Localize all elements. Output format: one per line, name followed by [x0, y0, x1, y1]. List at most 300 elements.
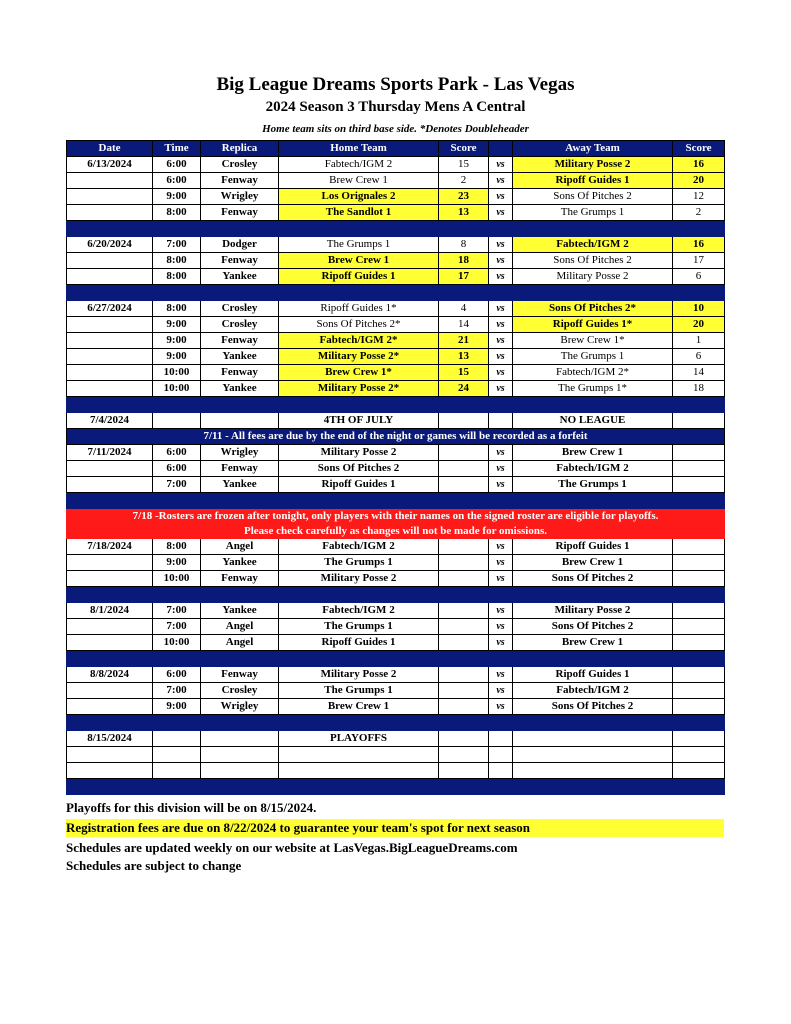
game-time: 8:00	[153, 205, 201, 221]
home-team: Military Posse 2	[279, 667, 439, 683]
game-row	[67, 253, 725, 269]
page-title: Big League Dreams Sports Park - Las Vegas	[216, 74, 575, 95]
vs-label: vs	[489, 333, 513, 349]
game-time: 6:00	[153, 667, 201, 683]
forfeit-notice-row	[67, 429, 725, 445]
away-team: Brew Crew 1	[513, 445, 673, 461]
away-team: Sons Of Pitches 2*	[513, 301, 673, 317]
away-team: Fabtech/IGM 2*	[513, 365, 673, 381]
game-field: Fenway	[201, 365, 279, 381]
home-score	[439, 539, 489, 555]
home-team: Fabtech/IGM 2	[279, 539, 439, 555]
away-score: 14	[673, 365, 725, 381]
away-team: The Grumps 1*	[513, 381, 673, 397]
game-time: 9:00	[153, 317, 201, 333]
game-time	[153, 413, 201, 429]
game-field: Fenway	[201, 571, 279, 587]
home-score	[439, 555, 489, 571]
away-score: 18	[673, 381, 725, 397]
vs-label: vs	[489, 635, 513, 651]
game-row	[67, 667, 725, 683]
separator-row	[67, 285, 725, 301]
away-score	[673, 539, 725, 555]
playoffs-row	[67, 731, 725, 747]
vs-label: vs	[489, 381, 513, 397]
separator-row	[67, 221, 725, 237]
game-row	[67, 445, 725, 461]
game-row	[67, 237, 725, 253]
game-time: 10:00	[153, 635, 201, 651]
away-score: 20	[673, 317, 725, 333]
separator-cell	[67, 587, 725, 603]
vs-label: vs	[489, 253, 513, 269]
game-time: 7:00	[153, 619, 201, 635]
vs-label: vs	[489, 477, 513, 493]
blank-cell	[489, 763, 513, 779]
home-team: Military Posse 2*	[279, 381, 439, 397]
away-team: Sons Of Pitches 2	[513, 571, 673, 587]
home-team: Military Posse 2*	[279, 349, 439, 365]
home-team: Military Posse 2	[279, 571, 439, 587]
game-row	[67, 381, 725, 397]
home-team: Ripoff Guides 1*	[279, 301, 439, 317]
away-team: Military Posse 2	[513, 269, 673, 285]
blank-cell	[67, 763, 153, 779]
home-team: Ripoff Guides 1	[279, 635, 439, 651]
game-field: Crosley	[201, 683, 279, 699]
away-team: Ripoff Guides 1	[513, 173, 673, 189]
game-time: 8:00	[153, 539, 201, 555]
game-row	[67, 699, 725, 715]
game-date	[67, 173, 153, 189]
game-row	[67, 461, 725, 477]
game-field: Angel	[201, 635, 279, 651]
home-score	[439, 603, 489, 619]
separator-row	[67, 397, 725, 413]
home-score	[439, 699, 489, 715]
away-team: NO LEAGUE	[513, 413, 673, 429]
footer-playoffs: Playoffs for this division will be on 8/15/2024.	[66, 800, 317, 815]
separator-row	[67, 779, 725, 795]
home-team: Military Posse 2	[279, 445, 439, 461]
game-field: Yankee	[201, 269, 279, 285]
home-team: 4TH OF JULY	[279, 413, 439, 429]
home-score	[439, 477, 489, 493]
col-vs	[489, 141, 513, 157]
roster-notice-line2: Please check carefully as changes will not be made for omissions.	[67, 524, 725, 539]
vs-label: vs	[489, 445, 513, 461]
game-row	[67, 269, 725, 285]
game-time: 6:00	[153, 157, 201, 173]
game-time: 7:00	[153, 477, 201, 493]
away-team: Brew Crew 1	[513, 555, 673, 571]
home-score: 15	[439, 365, 489, 381]
game-time: 10:00	[153, 381, 201, 397]
game-time: 8:00	[153, 253, 201, 269]
vs-label	[489, 731, 513, 747]
home-team: Brew Crew 1*	[279, 365, 439, 381]
game-field: Yankee	[201, 381, 279, 397]
game-row	[67, 189, 725, 205]
vs-label: vs	[489, 603, 513, 619]
game-time: 6:00	[153, 461, 201, 477]
game-row	[67, 301, 725, 317]
game-field: Wrigley	[201, 445, 279, 461]
game-date	[67, 477, 153, 493]
home-score	[439, 461, 489, 477]
away-score: 1	[673, 333, 725, 349]
away-team	[513, 731, 673, 747]
away-team: Military Posse 2	[513, 157, 673, 173]
away-score	[673, 619, 725, 635]
away-score: 16	[673, 237, 725, 253]
footer-website: Schedules are updated weekly on our website at LasVegas.BigLeagueDreams.com	[66, 840, 518, 855]
vs-label: vs	[489, 667, 513, 683]
away-score: 16	[673, 157, 725, 173]
away-score: 17	[673, 253, 725, 269]
vs-label: vs	[489, 157, 513, 173]
game-date: 8/1/2024	[67, 603, 153, 619]
game-time: 10:00	[153, 571, 201, 587]
blank-cell	[673, 763, 725, 779]
game-time: 9:00	[153, 699, 201, 715]
home-team: The Grumps 1	[279, 619, 439, 635]
home-score	[439, 731, 489, 747]
vs-label: vs	[489, 301, 513, 317]
away-team: Brew Crew 1*	[513, 333, 673, 349]
vs-label: vs	[489, 461, 513, 477]
home-team: Sons Of Pitches 2*	[279, 317, 439, 333]
footer-disclaimer: Schedules are subject to change	[66, 858, 242, 873]
away-score	[673, 445, 725, 461]
blank-cell	[67, 747, 153, 763]
away-team: Sons Of Pitches 2	[513, 253, 673, 269]
away-team: Ripoff Guides 1	[513, 667, 673, 683]
game-field: Yankee	[201, 603, 279, 619]
separator-row	[67, 651, 725, 667]
home-score: 2	[439, 173, 489, 189]
blank-cell	[201, 747, 279, 763]
game-time: 9:00	[153, 333, 201, 349]
col-home-score: Score	[439, 141, 489, 157]
home-team: Ripoff Guides 1	[279, 477, 439, 493]
game-field: Fenway	[201, 205, 279, 221]
separator-cell	[67, 493, 725, 509]
holiday-row	[67, 413, 725, 429]
separator-row	[67, 587, 725, 603]
home-score: 17	[439, 269, 489, 285]
game-row	[67, 365, 725, 381]
home-team: Ripoff Guides 1	[279, 269, 439, 285]
away-score: 10	[673, 301, 725, 317]
game-field: Crosley	[201, 301, 279, 317]
game-time	[153, 731, 201, 747]
blank-cell	[439, 763, 489, 779]
game-field: Fenway	[201, 461, 279, 477]
col-away-team: Away Team	[513, 141, 673, 157]
game-field	[201, 731, 279, 747]
col-home-team: Home Team	[279, 141, 439, 157]
vs-label: vs	[489, 189, 513, 205]
home-score: 24	[439, 381, 489, 397]
vs-label	[489, 413, 513, 429]
game-time: 7:00	[153, 237, 201, 253]
separator-row	[67, 715, 725, 731]
game-field: Fenway	[201, 173, 279, 189]
game-field: Crosley	[201, 317, 279, 333]
game-date	[67, 619, 153, 635]
away-score	[673, 699, 725, 715]
blank-row	[67, 763, 725, 779]
game-date	[67, 683, 153, 699]
blank-cell	[489, 747, 513, 763]
home-team: Sons Of Pitches 2	[279, 461, 439, 477]
separator-cell	[67, 285, 725, 301]
away-team: Fabtech/IGM 2	[513, 683, 673, 699]
game-time: 9:00	[153, 349, 201, 365]
away-score	[673, 667, 725, 683]
blank-cell	[513, 747, 673, 763]
game-date	[67, 333, 153, 349]
game-date	[67, 461, 153, 477]
away-team: Ripoff Guides 1*	[513, 317, 673, 333]
home-score	[439, 683, 489, 699]
home-score	[439, 571, 489, 587]
separator-cell	[67, 779, 725, 795]
game-row	[67, 635, 725, 651]
vs-label: vs	[489, 683, 513, 699]
home-team: The Grumps 1	[279, 555, 439, 571]
game-row	[67, 603, 725, 619]
vs-label: vs	[489, 269, 513, 285]
game-row	[67, 173, 725, 189]
blank-cell	[153, 747, 201, 763]
game-date	[67, 317, 153, 333]
home-team: Brew Crew 1	[279, 253, 439, 269]
vs-label: vs	[489, 619, 513, 635]
home-score	[439, 445, 489, 461]
game-time: 6:00	[153, 173, 201, 189]
game-time: 7:00	[153, 683, 201, 699]
away-team: The Grumps 1	[513, 477, 673, 493]
game-date	[67, 571, 153, 587]
home-score: 21	[439, 333, 489, 349]
col-replica: Replica	[201, 141, 279, 157]
away-score: 20	[673, 173, 725, 189]
game-date	[67, 269, 153, 285]
game-time: 8:00	[153, 269, 201, 285]
away-team: The Grumps 1	[513, 349, 673, 365]
schedule-note: Home team sits on third base side. *Denotes Doubleheader	[262, 123, 529, 135]
home-score	[439, 619, 489, 635]
away-team: The Grumps 1	[513, 205, 673, 221]
game-date: 7/11/2024	[67, 445, 153, 461]
page-subtitle: 2024 Season 3 Thursday Mens A Central	[265, 99, 526, 115]
vs-label: vs	[489, 365, 513, 381]
home-score: 18	[439, 253, 489, 269]
vs-label: vs	[489, 699, 513, 715]
game-date	[67, 635, 153, 651]
away-score	[673, 731, 725, 747]
away-team: Brew Crew 1	[513, 635, 673, 651]
game-row	[67, 349, 725, 365]
home-score: 13	[439, 349, 489, 365]
home-team: Los Orignales 2	[279, 189, 439, 205]
away-team: Sons Of Pitches 2	[513, 619, 673, 635]
home-score	[439, 635, 489, 651]
game-date: 8/15/2024	[67, 731, 153, 747]
col-time: Time	[153, 141, 201, 157]
table-header-row	[67, 141, 725, 157]
game-field: Yankee	[201, 349, 279, 365]
game-row	[67, 683, 725, 699]
blank-cell	[439, 747, 489, 763]
forfeit-notice: 7/11 - All fees are due by the end of the night or games will be recorded as a forfeit	[67, 429, 725, 445]
game-row	[67, 555, 725, 571]
away-score	[673, 683, 725, 699]
home-team: Brew Crew 1	[279, 699, 439, 715]
game-time: 8:00	[153, 301, 201, 317]
home-team: Fabtech/IGM 2	[279, 157, 439, 173]
game-date	[67, 555, 153, 571]
vs-label: vs	[489, 555, 513, 571]
blank-cell	[201, 763, 279, 779]
vs-label: vs	[489, 205, 513, 221]
separator-cell	[67, 715, 725, 731]
home-team: PLAYOFFS	[279, 731, 439, 747]
game-date	[67, 205, 153, 221]
schedule-body	[67, 157, 725, 795]
away-score	[673, 413, 725, 429]
away-team: Ripoff Guides 1	[513, 539, 673, 555]
game-time: 10:00	[153, 365, 201, 381]
vs-label: vs	[489, 237, 513, 253]
blank-cell	[513, 763, 673, 779]
separator-row	[67, 493, 725, 509]
away-score	[673, 571, 725, 587]
game-field: Yankee	[201, 555, 279, 571]
away-score	[673, 603, 725, 619]
game-field: Angel	[201, 539, 279, 555]
separator-cell	[67, 221, 725, 237]
game-field: Dodger	[201, 237, 279, 253]
game-time: 9:00	[153, 189, 201, 205]
game-row	[67, 539, 725, 555]
blank-cell	[279, 763, 439, 779]
game-time: 6:00	[153, 445, 201, 461]
schedule-table	[66, 140, 725, 795]
game-date: 7/4/2024	[67, 413, 153, 429]
home-score: 13	[439, 205, 489, 221]
blank-row	[67, 747, 725, 763]
vs-label: vs	[489, 173, 513, 189]
game-field: Fenway	[201, 253, 279, 269]
game-field: Fenway	[201, 667, 279, 683]
blank-cell	[673, 747, 725, 763]
game-field: Fenway	[201, 333, 279, 349]
game-date: 8/8/2024	[67, 667, 153, 683]
home-team: Fabtech/IGM 2	[279, 603, 439, 619]
vs-label: vs	[489, 317, 513, 333]
vs-label: vs	[489, 539, 513, 555]
col-date: Date	[67, 141, 153, 157]
game-date	[67, 699, 153, 715]
home-team: The Grumps 1	[279, 683, 439, 699]
home-team: Fabtech/IGM 2*	[279, 333, 439, 349]
home-score: 14	[439, 317, 489, 333]
blank-cell	[279, 747, 439, 763]
roster-notice-line1: 7/18 -Rosters are frozen after tonight, only players with their names on the signed roster are eligible for playoffs.	[67, 509, 725, 524]
home-score	[439, 667, 489, 683]
away-score	[673, 555, 725, 571]
away-score: 2	[673, 205, 725, 221]
game-row	[67, 157, 725, 173]
home-score: 8	[439, 237, 489, 253]
vs-label: vs	[489, 571, 513, 587]
game-row	[67, 333, 725, 349]
game-row	[67, 619, 725, 635]
away-score	[673, 635, 725, 651]
away-team: Fabtech/IGM 2	[513, 461, 673, 477]
game-date	[67, 349, 153, 365]
home-score: 23	[439, 189, 489, 205]
game-field	[201, 413, 279, 429]
roster-notice-row	[67, 524, 725, 539]
game-date	[67, 381, 153, 397]
game-date: 7/18/2024	[67, 539, 153, 555]
away-team: Sons Of Pitches 2	[513, 189, 673, 205]
roster-notice-row	[67, 509, 725, 524]
game-time: 7:00	[153, 603, 201, 619]
away-score: 6	[673, 269, 725, 285]
away-team: Military Posse 2	[513, 603, 673, 619]
home-score: 15	[439, 157, 489, 173]
home-score	[439, 413, 489, 429]
game-date	[67, 189, 153, 205]
game-row	[67, 477, 725, 493]
vs-label: vs	[489, 349, 513, 365]
game-date: 6/27/2024	[67, 301, 153, 317]
game-date: 6/20/2024	[67, 237, 153, 253]
away-score	[673, 461, 725, 477]
game-field: Wrigley	[201, 699, 279, 715]
home-team: The Grumps 1	[279, 237, 439, 253]
away-team: Fabtech/IGM 2	[513, 237, 673, 253]
game-field: Wrigley	[201, 189, 279, 205]
away-team: Sons Of Pitches 2	[513, 699, 673, 715]
game-row	[67, 571, 725, 587]
home-team: The Sandlot 1	[279, 205, 439, 221]
game-field: Yankee	[201, 477, 279, 493]
game-row	[67, 317, 725, 333]
game-field: Angel	[201, 619, 279, 635]
game-date	[67, 253, 153, 269]
game-time: 9:00	[153, 555, 201, 571]
game-row	[67, 205, 725, 221]
separator-cell	[67, 397, 725, 413]
away-score: 12	[673, 189, 725, 205]
away-score: 6	[673, 349, 725, 365]
separator-cell	[67, 651, 725, 667]
home-score: 4	[439, 301, 489, 317]
game-date	[67, 365, 153, 381]
game-date: 6/13/2024	[67, 157, 153, 173]
blank-cell	[153, 763, 201, 779]
footer-registration: Registration fees are due on 8/22/2024 to guarantee your team's spot for next season	[66, 819, 724, 837]
col-away-score: Score	[673, 141, 725, 157]
away-score	[673, 477, 725, 493]
game-field: Crosley	[201, 157, 279, 173]
